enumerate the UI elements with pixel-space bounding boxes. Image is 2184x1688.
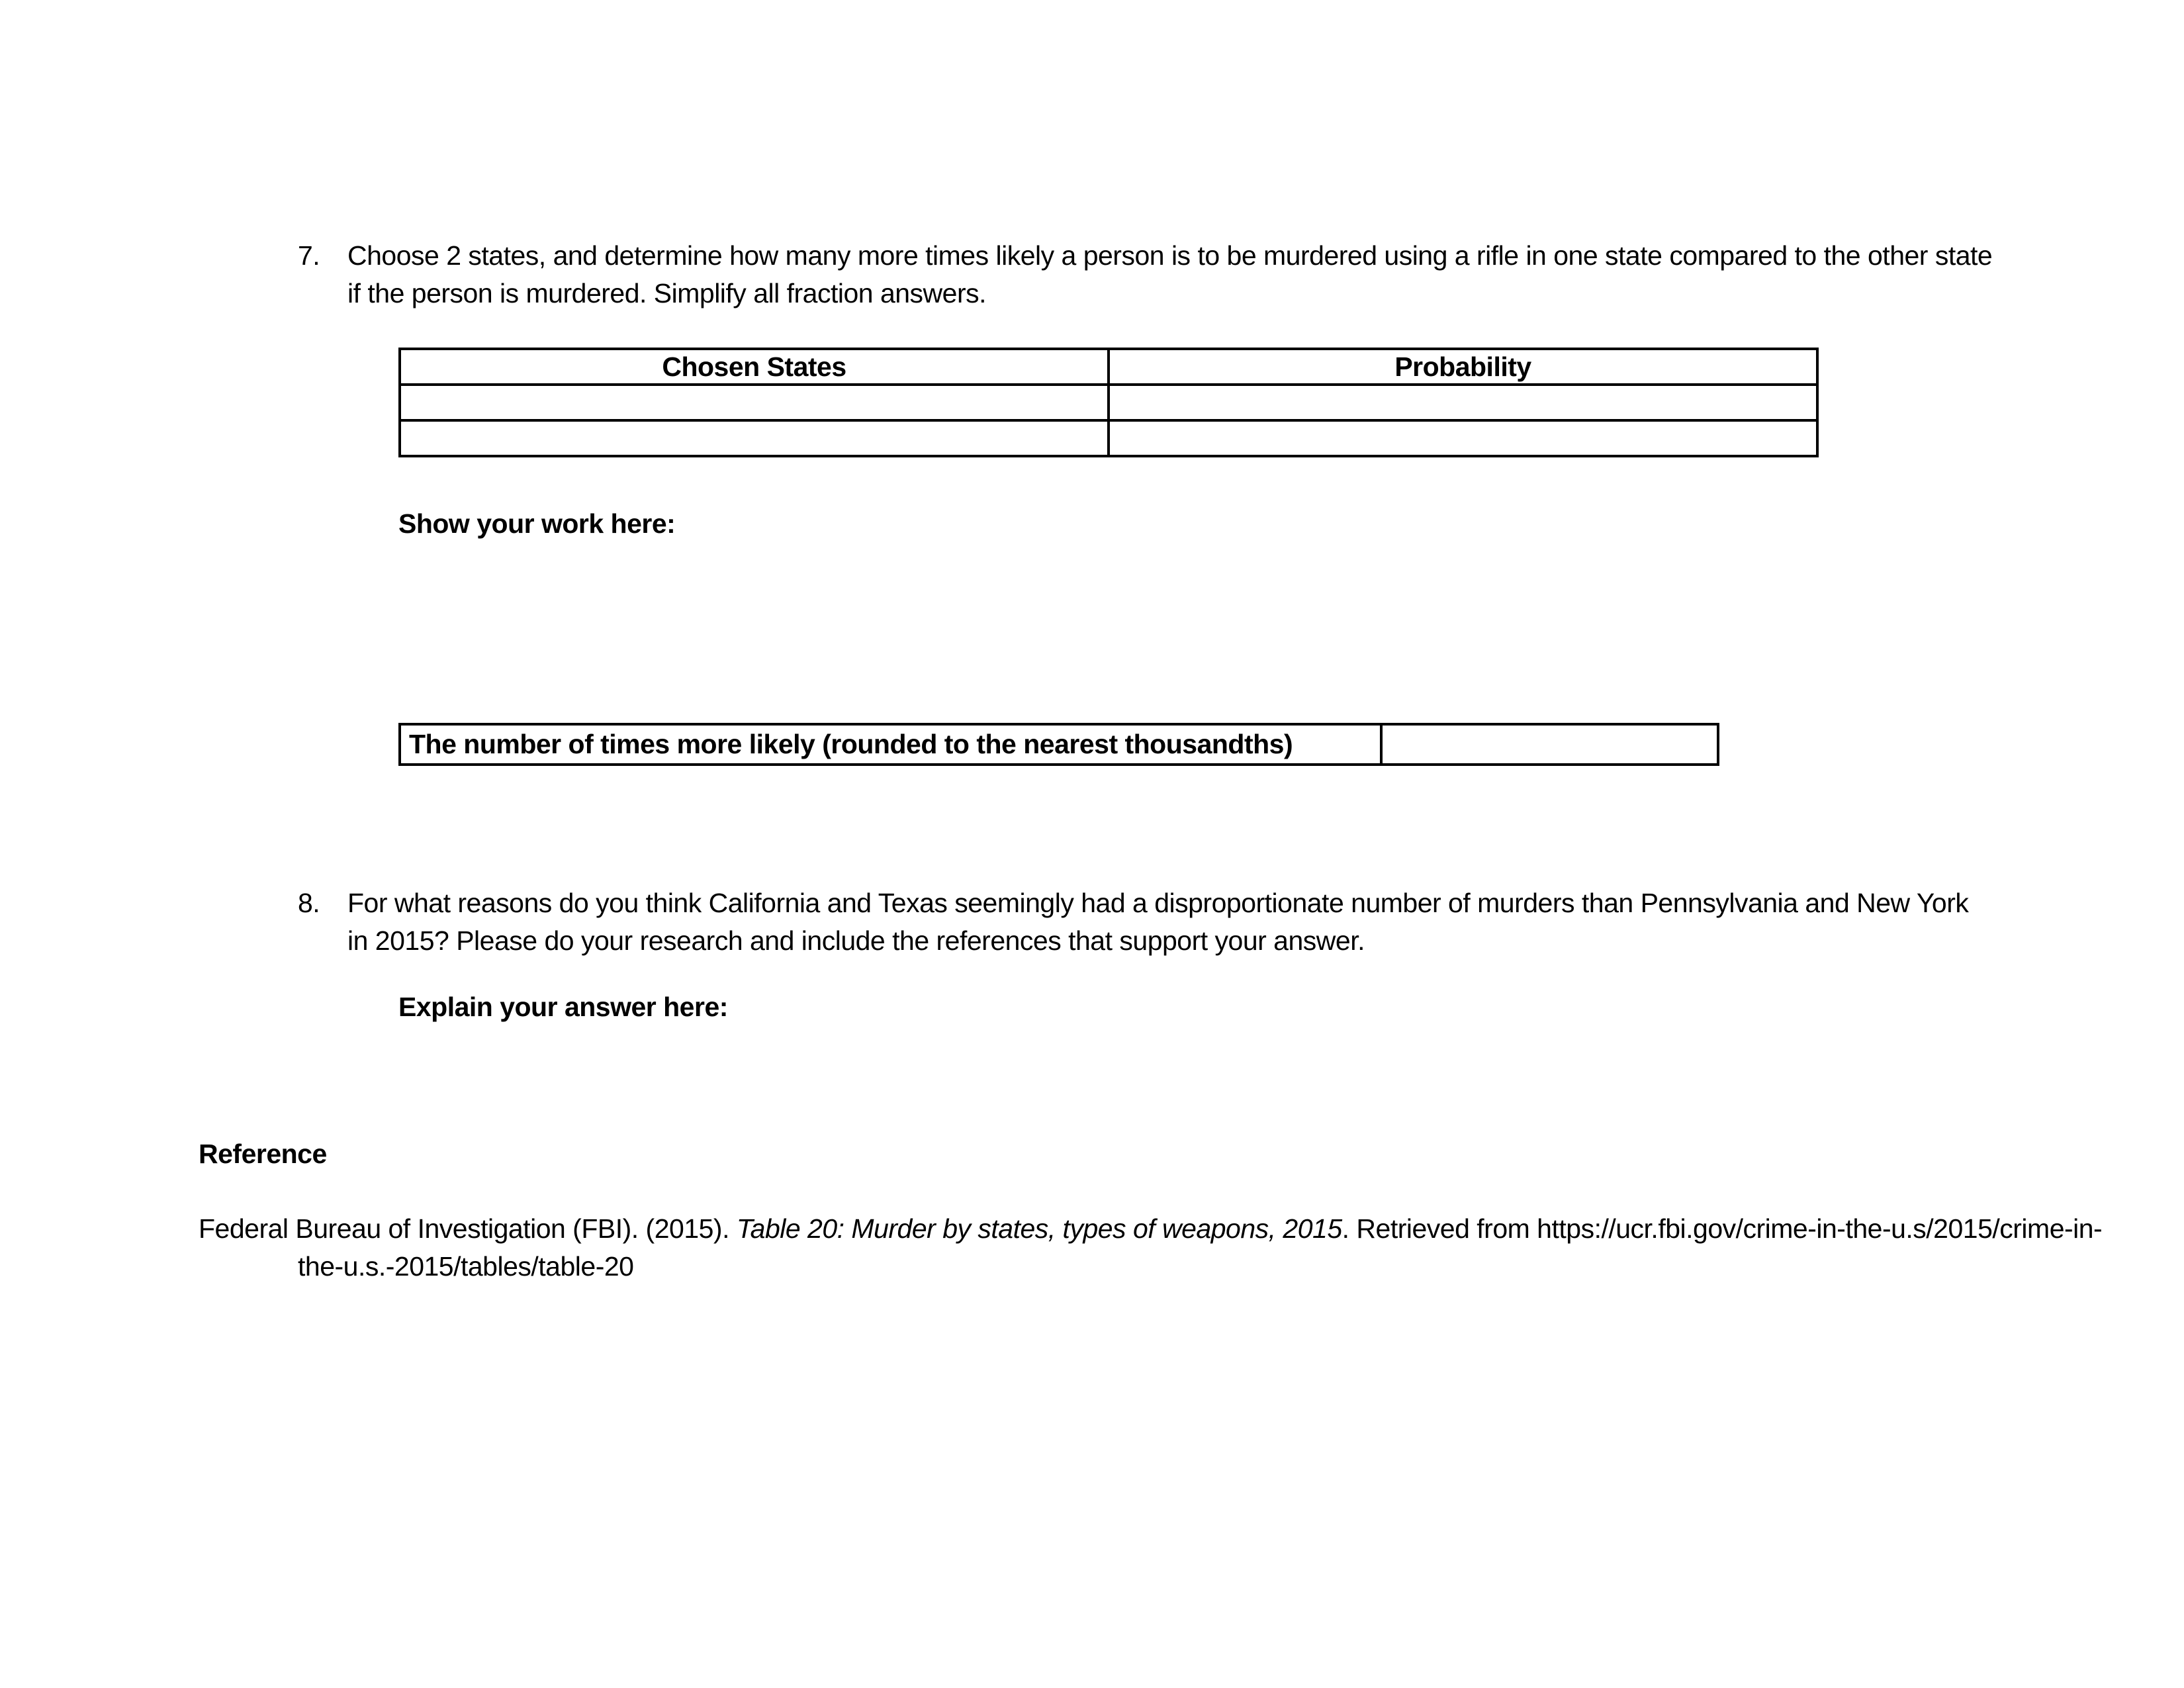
question-8 [298, 884, 1995, 960]
reference-citation [199, 1210, 2124, 1286]
show-work-label: Show your work here: [398, 508, 676, 539]
probability-1-answer-cell[interactable] [1109, 385, 1817, 420]
table-row [400, 385, 1817, 420]
question-8-number: 8. [298, 888, 320, 918]
question-7-number: 7. [298, 240, 320, 271]
table-row [400, 724, 1718, 765]
state-2-answer-cell[interactable] [400, 420, 1109, 456]
probability-header: Probability [1109, 349, 1817, 385]
times-more-likely-label: The number of times more likely (rounded to the nearest thousandths) [400, 724, 1381, 765]
citation-prefix: Federal Bureau of Investigation (FBI). (2015). [199, 1213, 737, 1244]
table-header-row [400, 349, 1817, 385]
probability-2-answer-cell[interactable] [1109, 420, 1817, 456]
chosen-states-table [398, 348, 1819, 457]
times-more-likely-table [398, 723, 1719, 766]
chosen-states-header: Chosen States [400, 349, 1109, 385]
reference-heading: Reference [199, 1139, 327, 1169]
citation-suffix: . Retrieved from https://ucr.fbi.gov/crime-in-the-u.s/2015/crime-in-the-u.s.-2015/tables/table-20 [298, 1213, 2103, 1282]
question-7 [298, 237, 1995, 312]
state-1-answer-cell[interactable] [400, 385, 1109, 420]
explain-answer-label: Explain your answer here: [398, 992, 728, 1022]
question-7-text: Choose 2 states, and determine how many more times likely a person is to be murdered using a rifle in one state compared to the other state if the person is murdered. Simplify all fraction answers. [347, 240, 1993, 308]
times-more-likely-answer-cell[interactable] [1381, 724, 1718, 765]
question-8-text: For what reasons do you think California and Texas seemingly had a disproportionate number of murders than Pennsylvania and New York in 2015? Please do your research and include the references that support your answer. [347, 888, 1969, 956]
table-row [400, 420, 1817, 456]
citation-title: Table 20: Murder by states, types of weapons, 2015 [736, 1213, 1342, 1244]
